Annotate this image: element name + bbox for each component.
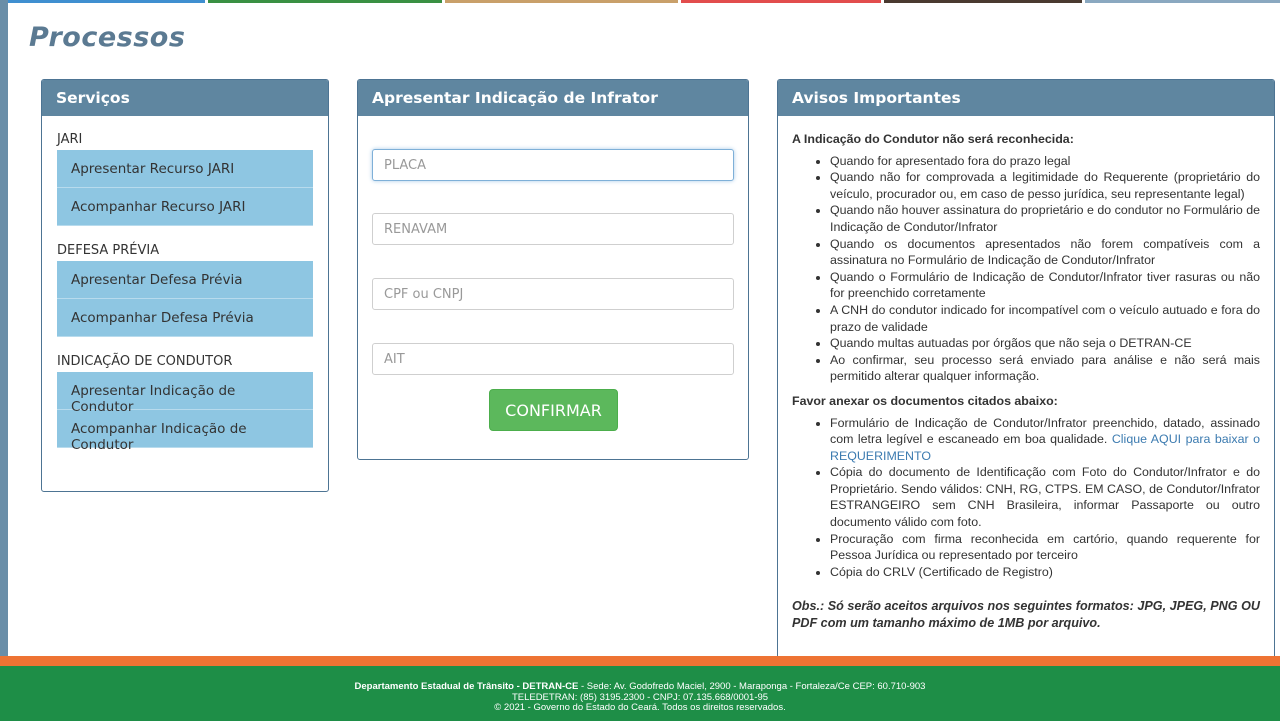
- group-label-indicacao-condutor: INDICAÇÃO DE CONDUTOR: [57, 354, 233, 369]
- form-panel-title: Apresentar Indicação de Infrator: [358, 80, 748, 116]
- group-label-defesa-previa: DEFESA PRÉVIA: [57, 243, 160, 258]
- footer-phone-line: TELEDETRAN: (85) 3195.2300 - CNPJ: 07.135.668/0001-95: [511, 691, 769, 703]
- download-requerimento-link[interactable]: Clique AQUI para baixar o REQUERIMENTO: [830, 432, 1260, 463]
- not-recognized-list: [830, 153, 1260, 385]
- top-color-stripe: [0, 0, 1280, 3]
- not-recognized-heading: A Indicação do Condutor não será reconhecida:: [792, 132, 1074, 146]
- list-item: • Quando o Formulário de Indicação de Condutor/Infrator tiver rasuras ou não for preenchido corretamente: [830, 269, 1260, 302]
- left-accent-bar: [0, 0, 8, 665]
- renavam-input[interactable]: [372, 213, 734, 245]
- notices-body: [778, 116, 1274, 632]
- list-item: • Quando os documentos apresentados não forem compatíveis com a assinatura no Formulário de Indicação de Condutor/Infrator: [830, 236, 1260, 269]
- group-label-jari: JARI: [57, 132, 83, 147]
- file-format-note: Obs.: Só serão aceitos arquivos nos seguintes formatos: JPG, JPEG, PNG OU PDF com um tamanho máximo de 1MB por arquivo.: [792, 599, 1260, 631]
- doc-form-text: Formulário de Indicação de Condutor/Infrator preenchido, datado, assinado com letra legível e escaneado em boa qualidade.: [830, 415, 1260, 447]
- footer-org-name: Departamento Estadual de Trânsito - DETRAN-CE: [354, 681, 579, 692]
- ait-input[interactable]: [372, 343, 734, 375]
- footer-address-line: [0, 682, 1280, 693]
- page-title: Processos: [29, 22, 186, 53]
- services-panel-title: Serviços: [42, 80, 328, 116]
- notices-panel-title: Avisos Importantes: [778, 80, 1274, 116]
- list-item: • Quando não houver assinatura do proprietário e do condutor no Formulário de Indicação de Condutor/Infrator: [830, 202, 1260, 235]
- documents-list: [830, 415, 1260, 581]
- indicacao-form-panel: [357, 79, 749, 460]
- confirm-button[interactable]: CONFIRMAR: [489, 389, 618, 431]
- notices-panel: [777, 79, 1275, 669]
- acompanhar-defesa-previa-button[interactable]: Acompanhar Defesa Prévia: [57, 299, 313, 337]
- acompanhar-indicacao-condutor-button[interactable]: Acompanhar Indicação de Condutor: [57, 410, 313, 448]
- list-item: • Quando multas autuadas por órgãos que não seja o DETRAN-CE: [830, 335, 1260, 352]
- apresentar-defesa-previa-button[interactable]: Apresentar Defesa Prévia: [57, 261, 313, 299]
- services-panel: [41, 79, 329, 492]
- footer-orange-stripe: [0, 656, 1280, 666]
- attach-documents-heading: Favor anexar os documentos citados abaixo:: [792, 393, 1058, 408]
- cpf-cnpj-input[interactable]: [372, 278, 734, 310]
- list-item: [830, 415, 1260, 465]
- footer-address: - Sede: Av. Godofredo Maciel, 2900 - Maraponga - Fortaleza/Ce CEP: 60.710-903: [578, 681, 926, 692]
- footer-copyright: © 2021 - Governo do Estado do Ceará. Todos os direitos reservados.: [494, 702, 786, 713]
- list-item: • Ao confirmar, seu processo será enviado para análise e não será mais permitido alterar qualquer informação.: [830, 352, 1260, 385]
- list-item: • Quando não for comprovada a legitimidade do Requerente (proprietário do veículo, procurador ou, em caso de pesso jurídica, seu representante legal): [830, 169, 1260, 202]
- list-item: • Procuração com firma reconhecida em cartório, quando requerente for Pessoa Jurídica ou representado por terceiro: [830, 531, 1260, 564]
- apresentar-recurso-jari-button[interactable]: Apresentar Recurso JARI: [57, 150, 313, 188]
- list-item: • A CNH do condutor indicado for incompatível com o veículo autuado e fora do prazo de validade: [830, 302, 1260, 335]
- acompanhar-recurso-jari-button[interactable]: Acompanhar Recurso JARI: [57, 188, 313, 226]
- apresentar-indicacao-condutor-button[interactable]: Apresentar Indicação de Condutor: [57, 372, 313, 410]
- footer: [0, 666, 1280, 721]
- list-item: • Cópia do CRLV (Certificado de Registro): [830, 564, 1260, 581]
- placa-input[interactable]: [372, 149, 734, 181]
- list-item: • Quando for apresentado fora do prazo legal: [830, 153, 1260, 170]
- list-item: • Cópia do documento de Identificação com Foto do Condutor/Infrator e do Proprietário. Sendo válidos: CNH, RG, CTPS. EM CASO, de Condutor/Infrator ESTRANGEIRO sem CNH Brasileira, informar Passaporte ou outro documento válido com foto.: [830, 464, 1260, 530]
